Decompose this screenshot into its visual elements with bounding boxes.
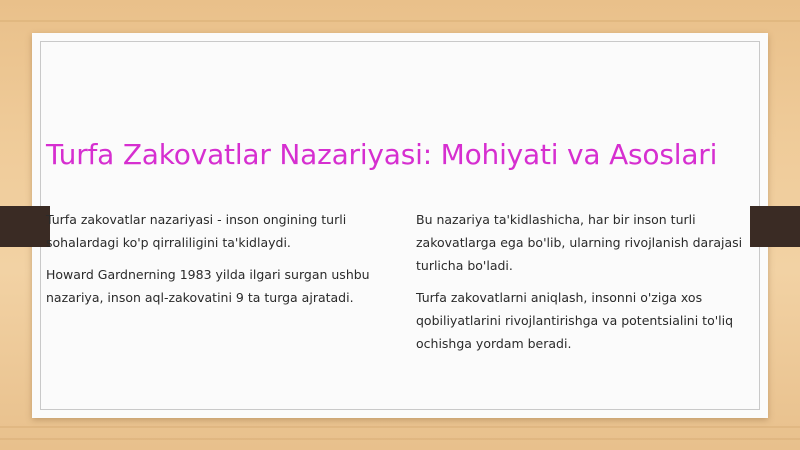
wood-grain	[0, 438, 800, 440]
right-paragraph-2: Turfa zakovatlarni aniqlash, insonni o'ziga xos qobiliyatlarini rivojlantirishga va potentsialini to'liq ochishga yordam beradi.	[416, 290, 734, 351]
wood-grain	[0, 426, 800, 428]
right-paragraph-1: Bu nazariya ta'kidlashicha, har bir inson turli zakovatlarga ega bo'lib, ularning rivojlanish darajasi turlicha bo'ladi.	[416, 212, 743, 273]
left-accent-tab	[0, 206, 50, 247]
left-paragraph-2: Howard Gardnerning 1983 yilda ilgari surgan ushbu nazariya, inson aql-zakovatini 9 ta turga ajratadi.	[46, 267, 370, 305]
left-paragraph-1: Turfa zakovatlar nazariyasi - inson ongining turli sohalardagi ko'p qirraliligini ta'kidlaydi.	[46, 212, 347, 250]
wood-grain	[0, 20, 800, 22]
right-accent-tab	[750, 206, 800, 247]
right-text-column	[416, 208, 754, 364]
slide-title: Turfa Zakovatlar Nazariyasi: Mohiyati va Asoslari	[46, 138, 718, 171]
left-text-column	[46, 208, 376, 318]
